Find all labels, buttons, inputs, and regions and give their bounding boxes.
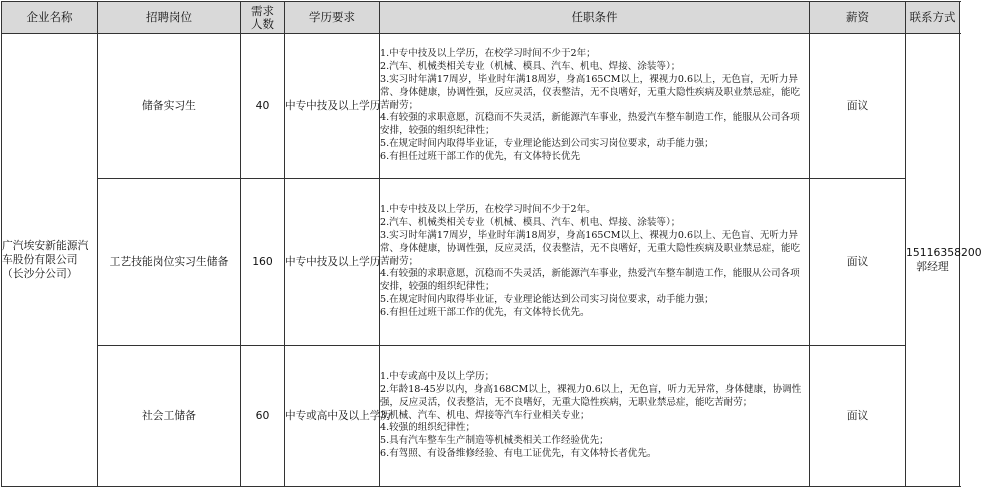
header-requirements: 任职条件 bbox=[380, 2, 810, 34]
requirement-line: 4.较强的组织纪律性； bbox=[380, 422, 476, 434]
table-row bbox=[2, 34, 960, 179]
header-salary: 薪资 bbox=[810, 2, 906, 34]
requirement-line: 3.实习时年满17周岁，毕业时年满18周岁，身高165CM以上，裸视力0.6以上，无色盲，无听力异常、身体健康，协调性强，反应灵活，仪表整洁，无不良嗜好，无重大隐性疾病及职业禁忌症，能吃苦耐劳； bbox=[380, 73, 801, 111]
requirement-line: 6.有驾照、有设备维修经验、有电工证优先，有文体特长者优先。 bbox=[380, 448, 657, 460]
contact-cell bbox=[906, 34, 982, 487]
header-contact: 联系方式 bbox=[906, 2, 960, 34]
header-position: 招聘岗位 bbox=[98, 2, 241, 34]
requirement-line: 6.有担任过班干部工作的优先，有文体特长优先 bbox=[380, 151, 581, 163]
requirement-line: 3.机械、汽车、机电、焊接等汽车行业相关专业； bbox=[380, 409, 590, 421]
requirement-line: 2.汽车、机械类相关专业（机械、模具、汽车、机电、焊接、涂装等）； bbox=[380, 60, 681, 72]
contact-phone: 15116358200 bbox=[906, 246, 982, 259]
requirements-cell bbox=[380, 346, 810, 487]
header-company: 企业名称 bbox=[2, 2, 98, 34]
table-row bbox=[2, 179, 960, 346]
table-row bbox=[2, 346, 960, 487]
header-education: 学历要求 bbox=[285, 2, 380, 34]
company-name: 广汽埃安新能源汽车股份有限公司（长沙分公司） bbox=[2, 34, 98, 487]
requirement-line: 4.有较强的求职意愿，沉稳而不失灵活，新能源汽车事业，热爱汽车整车制造工作，能服从公司各项安排，较强的组织纪律性； bbox=[380, 112, 800, 137]
requirement-line: 5.在规定时间内取得毕业证，专业理论能达到公司实习岗位要求，动手能力强； bbox=[380, 294, 714, 306]
contact-person: 郭经理 bbox=[916, 260, 949, 273]
salary-cell: 面议 bbox=[810, 346, 906, 487]
salary-cell: 面议 bbox=[810, 34, 906, 179]
header-row bbox=[2, 2, 960, 34]
requirement-line: 5.具有汽车整车生产制造等机械类相关工作经验优先； bbox=[380, 435, 609, 447]
position-cell: 社会工储备 bbox=[98, 346, 241, 487]
headcount-cell: 40 bbox=[241, 34, 285, 179]
education-cell: 中专或高中及以上学历 bbox=[285, 346, 380, 487]
header-headcount bbox=[241, 2, 285, 34]
education-cell: 中专中技及以上学历 bbox=[285, 34, 380, 179]
requirement-line: 6.有担任过班干部工作的优先，有文体特长优先。 bbox=[380, 307, 590, 319]
requirements-cell bbox=[380, 179, 810, 346]
recruitment-table bbox=[1, 1, 982, 487]
headcount-cell: 160 bbox=[241, 179, 285, 346]
salary-cell: 面议 bbox=[810, 179, 906, 346]
requirement-line: 2.汽车、机械类相关专业（机械、模具、汽车、机电、焊接、涂装等）； bbox=[380, 216, 681, 228]
requirement-line: 4.有较强的求职意愿，沉稳而不失灵活，新能源汽车事业，热爱汽车整车制造工作，能服从公司各项安排，较强的组织纪律性； bbox=[380, 268, 800, 293]
requirements-cell bbox=[380, 34, 810, 179]
requirement-line: 1.中专中技及以上学历，在校学习时间不少于2年； bbox=[380, 47, 596, 59]
requirement-line: 2.年龄18-45岁以内，身高168CM以上，裸视力0.6以上，无色盲，听力无异常，身体健康，协调性强，反应灵活，仪表整洁，无不良嗜好，无重大隐性疾病，无职业禁忌症，能吃苦耐劳； bbox=[380, 383, 802, 408]
position-cell: 储备实习生 bbox=[98, 34, 241, 179]
headcount-cell: 60 bbox=[241, 346, 285, 487]
header-headcount-line1: 需求 bbox=[251, 3, 274, 18]
position-cell: 工艺技能岗位实习生储备 bbox=[98, 179, 241, 346]
requirement-line: 5.在规定时间内取得毕业证，专业理论能达到公司实习岗位要求，动手能力强； bbox=[380, 138, 714, 150]
requirement-line: 3.实习时年满17周岁，毕业时年满18周岁，身高165CM以上、裸视力0.6以上、无色盲、无听力异常、身体健康，协调性强，反应灵活，仪表整洁，无不良嗜好，无重大隐性疾病及职业禁忌症，能吃苦耐劳； bbox=[380, 229, 801, 267]
requirement-line: 1.中专或高中及以上学历； bbox=[380, 370, 495, 382]
header-headcount-line2: 人数 bbox=[251, 16, 274, 31]
requirement-line: 1.中专中技及以上学历，在校学习时间不少于2年。 bbox=[380, 203, 596, 215]
education-cell: 中专中技及以上学历 bbox=[285, 179, 380, 346]
